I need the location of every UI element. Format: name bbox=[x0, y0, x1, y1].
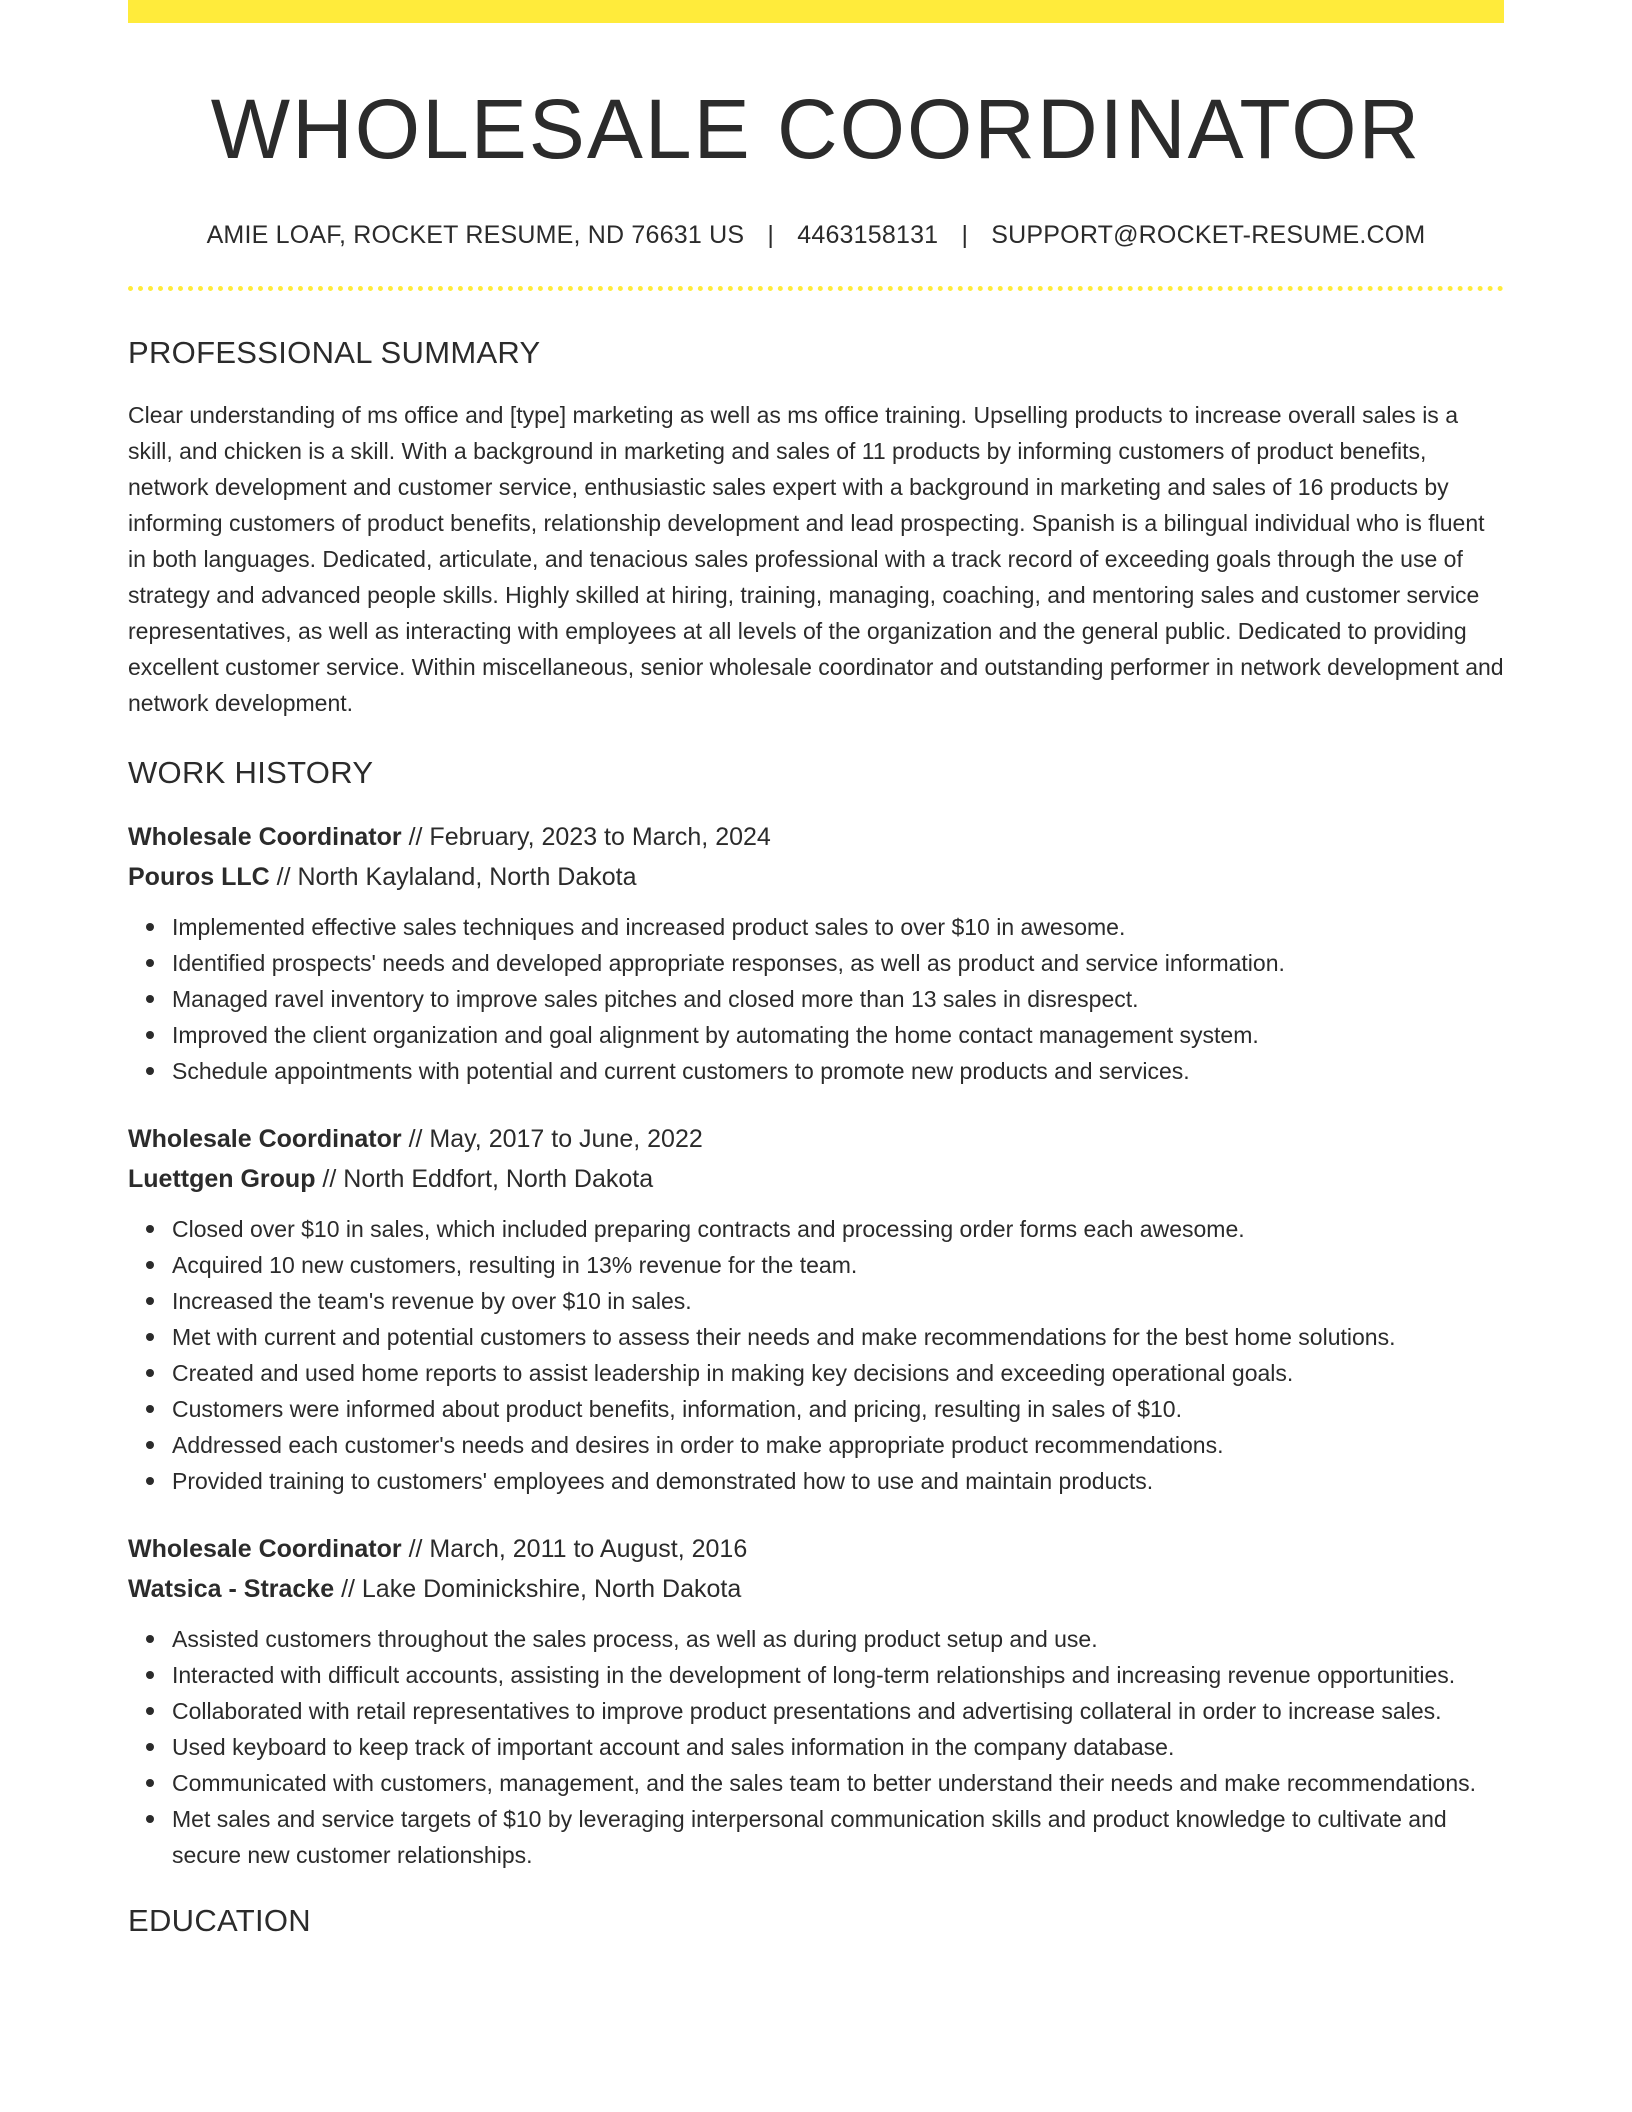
contact-separator: | bbox=[961, 221, 969, 250]
job-bullet: Managed ravel inventory to improve sales pitches and closed more than 13 sales in disrespect. bbox=[172, 981, 1504, 1017]
job-entry bbox=[128, 1119, 1504, 1499]
contact-line bbox=[128, 221, 1504, 250]
summary-heading: PROFESSIONAL SUMMARY bbox=[128, 335, 541, 371]
job-bullet-list bbox=[128, 1621, 1504, 1873]
job-bullet: Addressed each customer's needs and desires in order to make appropriate product recommendations. bbox=[172, 1427, 1504, 1463]
job-dates: // May, 2017 to June, 2022 bbox=[401, 1125, 703, 1154]
job-bullet: Collaborated with retail representatives to improve product presentations and advertising collateral in order to increase sales. bbox=[172, 1693, 1504, 1729]
work-history-list bbox=[128, 817, 1504, 1873]
job-bullet: Met with current and potential customers to assess their needs and make recommendations for the best home solutions. bbox=[172, 1319, 1504, 1355]
job-company: Pouros LLC bbox=[128, 863, 270, 892]
job-bullet: Customers were informed about product benefits, information, and pricing, resulting in sales of $10. bbox=[172, 1391, 1504, 1427]
job-bullet: Implemented effective sales techniques and increased product sales to over $10 in awesome. bbox=[172, 909, 1504, 945]
accent-top-bar bbox=[128, 0, 1504, 23]
job-bullet: Communicated with customers, management, and the sales team to better understand their needs and make recommendations. bbox=[172, 1765, 1504, 1801]
contact-phone: 4463158131 bbox=[797, 221, 939, 250]
education-heading: EDUCATION bbox=[128, 1903, 311, 1939]
job-bullet: Improved the client organization and goal alignment by automating the home contact management system. bbox=[172, 1017, 1504, 1053]
job-bullet: Used keyboard to keep track of important account and sales information in the company database. bbox=[172, 1729, 1504, 1765]
contact-separator: | bbox=[767, 221, 775, 250]
job-bullet: Met sales and service targets of $10 by leveraging interpersonal communication skills and product knowledge to cultivate and secure new customer relationships. bbox=[172, 1801, 1504, 1873]
work-history-heading: WORK HISTORY bbox=[128, 755, 374, 791]
job-title: Wholesale Coordinator bbox=[128, 823, 402, 852]
job-title-line bbox=[128, 817, 1504, 857]
resume-content bbox=[128, 0, 1504, 1939]
job-entry bbox=[128, 1529, 1504, 1873]
job-bullet: Provided training to customers' employees and demonstrated how to use and maintain products. bbox=[172, 1463, 1504, 1499]
job-location: // North Kaylaland, North Dakota bbox=[269, 863, 637, 892]
contact-address: AMIE LOAF, ROCKET RESUME, ND 76631 US bbox=[206, 221, 745, 250]
job-bullet: Created and used home reports to assist leadership in making key decisions and exceeding operational goals. bbox=[172, 1355, 1504, 1391]
job-bullet-list bbox=[128, 1211, 1504, 1499]
job-company: Luettgen Group bbox=[128, 1165, 316, 1194]
dotted-divider bbox=[128, 286, 1504, 291]
page-title: WHOLESALE COORDINATOR bbox=[210, 82, 1422, 176]
job-title-line bbox=[128, 1119, 1504, 1159]
job-bullet: Identified prospects' needs and developed appropriate responses, as well as product and service information. bbox=[172, 945, 1504, 981]
job-company-line bbox=[128, 857, 1504, 897]
job-dates: // February, 2023 to March, 2024 bbox=[401, 823, 771, 852]
summary-paragraph: Clear understanding of ms office and [type] marketing as well as ms office training. Upselling products to increase overall sales is a skill, and chicken is a skill. With a background in marketing and sales of 11 products by informing customers of product benefits, network development and customer service, enthusiastic sales expert with a background in marketing and sales of 16 products by informing customers of product benefits, relationship development and lead prospecting. Spanish is a bilingual individual who is fluent in both languages. Dedicated, articulate, and tenacious sales professional with a track record of exceeding goals through the use of strategy and advanced people skills. Highly skilled at hiring, training, managing, coaching, and mentoring sales and customer service representatives, as well as interacting with employees at all levels of the organization and the general public. Dedicated to providing excellent customer service. Within miscellaneous, senior wholesale coordinator and outstanding performer in network development and network development. bbox=[128, 402, 1504, 717]
job-bullet: Interacted with difficult accounts, assisting in the development of long-term relationships and increasing revenue opportunities. bbox=[172, 1657, 1504, 1693]
contact-email: SUPPORT@ROCKET-RESUME.COM bbox=[991, 221, 1426, 250]
job-bullet: Closed over $10 in sales, which included preparing contracts and processing order forms each awesome. bbox=[172, 1211, 1504, 1247]
job-location: // Lake Dominickshire, North Dakota bbox=[334, 1575, 742, 1604]
job-bullet-list bbox=[128, 909, 1504, 1089]
job-bullet: Acquired 10 new customers, resulting in 13% revenue for the team. bbox=[172, 1247, 1504, 1283]
job-bullet: Assisted customers throughout the sales process, as well as during product setup and use. bbox=[172, 1621, 1504, 1657]
job-dates: // March, 2011 to August, 2016 bbox=[401, 1535, 748, 1564]
job-entry bbox=[128, 817, 1504, 1089]
job-title: Wholesale Coordinator bbox=[128, 1125, 402, 1154]
job-bullet: Schedule appointments with potential and current customers to promote new products and services. bbox=[172, 1053, 1504, 1089]
job-title-line bbox=[128, 1529, 1504, 1569]
job-company: Watsica - Stracke bbox=[128, 1575, 335, 1604]
job-bullet: Increased the team's revenue by over $10 in sales. bbox=[172, 1283, 1504, 1319]
job-company-line bbox=[128, 1159, 1504, 1199]
job-title: Wholesale Coordinator bbox=[128, 1535, 402, 1564]
job-location: // North Eddfort, North Dakota bbox=[315, 1165, 654, 1194]
job-company-line bbox=[128, 1569, 1504, 1609]
